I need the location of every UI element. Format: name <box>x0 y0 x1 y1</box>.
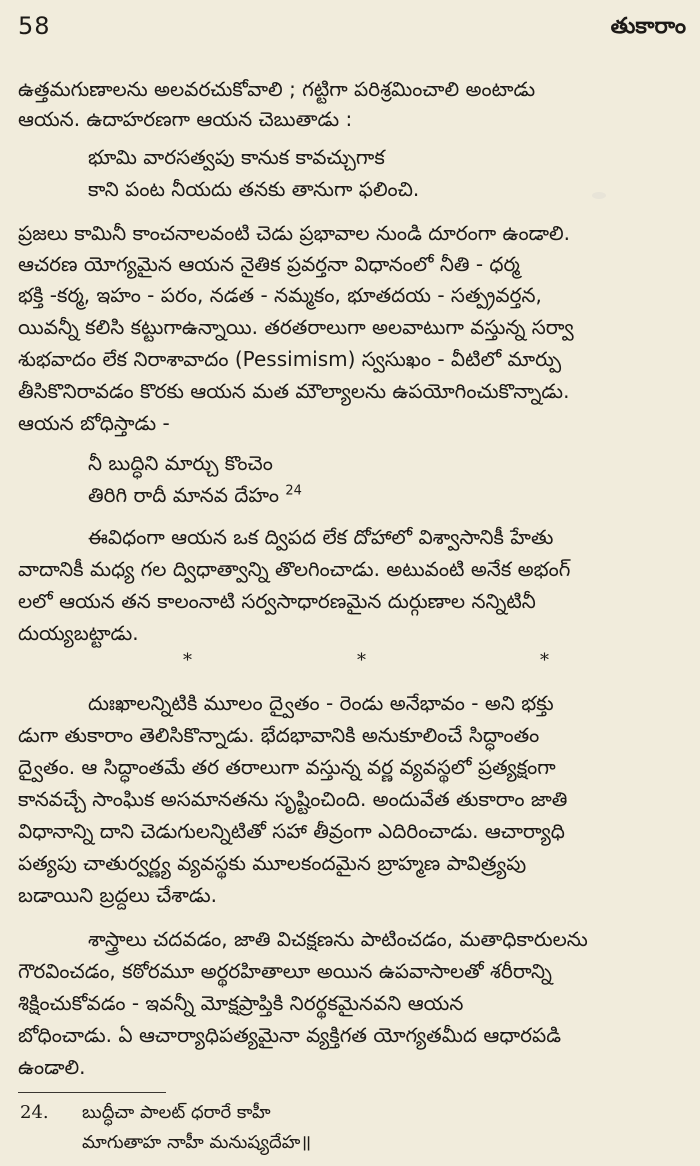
text-line: విధానాన్ని దాని చెడుగులన్నిటితో సహా తీవ్రంగా ఎదిరించాడు. ఆచార్యాధి <box>18 819 565 843</box>
text-line: ఈవిధంగా ఆయన ఒక ద్విపద లేక దోహాలో విశ్వాసానికీ హేతు <box>88 525 554 549</box>
text-line: ఆయన బోధిస్తాడు - <box>18 411 170 435</box>
separator-star: * <box>540 650 549 671</box>
text-line: పత్యపు చాతుర్వర్ణ్య వ్యవస్థకు మూలకందమైన బ్రాహ్మణ పావిత్ర్యపు <box>18 851 527 875</box>
text-line: ఉండాలి. <box>18 1055 86 1079</box>
verse-line: భూమి వారసత్వపు కానుక కావచ్చుగాక <box>88 145 385 169</box>
page-header <box>18 10 686 50</box>
text-line: శుభవాదం లేక నిరాశావాదం (Pessimism) స్వసుఖం - వీటిలో మార్పు <box>18 347 562 371</box>
text-line: తీసికొనిరావడం కొరకు ఆయన మత మౌల్యాలను ఉపయోగించుకొన్నాడు. <box>18 379 570 403</box>
section-separator <box>0 650 700 674</box>
text-line: యివన్నీ కలిసి కట్టుగాఉన్నాయి. తరతరాలుగా అలవాటుగా వస్తున్న సర్వా <box>18 315 574 339</box>
footnote-line: బుద్ధీచా పాలట్ ధరారే కాహీ <box>82 1102 271 1123</box>
verse-text: తిరిగి రాదీ మానవ దేహం <box>88 483 280 507</box>
text-line: కానవచ్చే సాంఘిక అసమానతను సృష్టించింది. అందువేత తుకారాం జాతి <box>18 787 568 811</box>
paper-speck <box>592 192 606 199</box>
separator-star: * <box>357 650 366 671</box>
footnote-reference: 24 <box>285 483 302 499</box>
page-number: 58 <box>18 12 51 40</box>
verse-line <box>88 478 700 512</box>
text-line: ప్రజలు కామినీ కాంచనాలవంటి చెడు ప్రభావాల నుండి దూరంగా ఉండాలి. <box>18 221 570 245</box>
text-line: ద్వైతం. ఆ సిద్ధాంతమే తర తరాలుగా వస్తున్న వర్ణ వ్యవస్థలో ప్రత్యక్షంగా <box>18 755 556 779</box>
text-line: ఉత్తమగుణాలను అలవరచుకోవాలి ; గట్టిగా పరిశ్రమించాలి అంటాడు <box>18 77 536 101</box>
text-line: ఆయన. ఉదాహరణగా ఆయన చెబుతాడు : <box>18 107 353 131</box>
verse-line: కాని పంట నీయదు తనకు తానుగా ఫలించి. <box>88 177 420 201</box>
text-line: భక్తి -కర్మ, ఇహం - పరం, నడత - నమ్మకం, భూతదయ - సత్ప్రవర్తన, <box>18 283 542 307</box>
text-line: దుఃఖాలన్నిటికి మూలం ద్వైతం - రెండు అనేభావం - అని భక్తు <box>88 691 554 715</box>
text-line: బోధించాడు. ఏ ఆచార్యాధిపత్యమైనా వ్యక్తిగత యోగ్యతమీద ఆధారపడి <box>18 1023 562 1047</box>
text-line: ఆచరణ యోగ్యమైన ఆయన నైతిక ప్రవర్తనా విధానంలో నీతి - ధర్మ <box>18 252 520 276</box>
separator-star: * <box>183 650 192 671</box>
footnote-number: 24. <box>20 1102 49 1123</box>
verse-line: నీ బుద్ధిని మార్చు కొంచెం <box>88 451 273 475</box>
text-line: శాస్త్రాలు చదవడం, జాతి విచక్షణను పాటించడం, మతాధికారులను <box>88 927 588 951</box>
running-head: తుకారాం <box>610 14 686 39</box>
footnote-rule <box>18 1092 166 1093</box>
text-line: లలో ఆయన తన కాలంనాటి సర్వసాధారణమైన దుర్గుణాల నన్నిటినీ <box>18 589 536 613</box>
text-line: శిక్షించుకోవడం - ఇవన్నీ మోక్షప్రాప్తికి నిరర్థకమైనవని ఆయన <box>18 991 464 1015</box>
footnote-line <box>20 1098 49 1128</box>
text-line: గౌరవించడం, కఠోరమూ అర్థరహితాలూ అయిన ఉపవాసాలతో శరీరాన్ని <box>18 959 552 983</box>
text-line: డుగా తుకారాం తెలిసికొన్నాడు. భేదభావానికి అనుకూలించే సిద్ధాంతం <box>18 723 540 747</box>
text-line: దుయ్యబట్టాడు. <box>18 621 139 645</box>
footnote-line: మాగుతాహ నాహీ మనుష్యదేహ॥ <box>82 1132 312 1153</box>
text-line: బడాయిని బ్రద్దలు చేశాడు. <box>18 883 218 907</box>
text-line: వాదానికీ మధ్య గల ద్విధాత్వాన్ని తొలగించాడు. అటువంటి అనేక అభంగ్ <box>18 557 571 581</box>
